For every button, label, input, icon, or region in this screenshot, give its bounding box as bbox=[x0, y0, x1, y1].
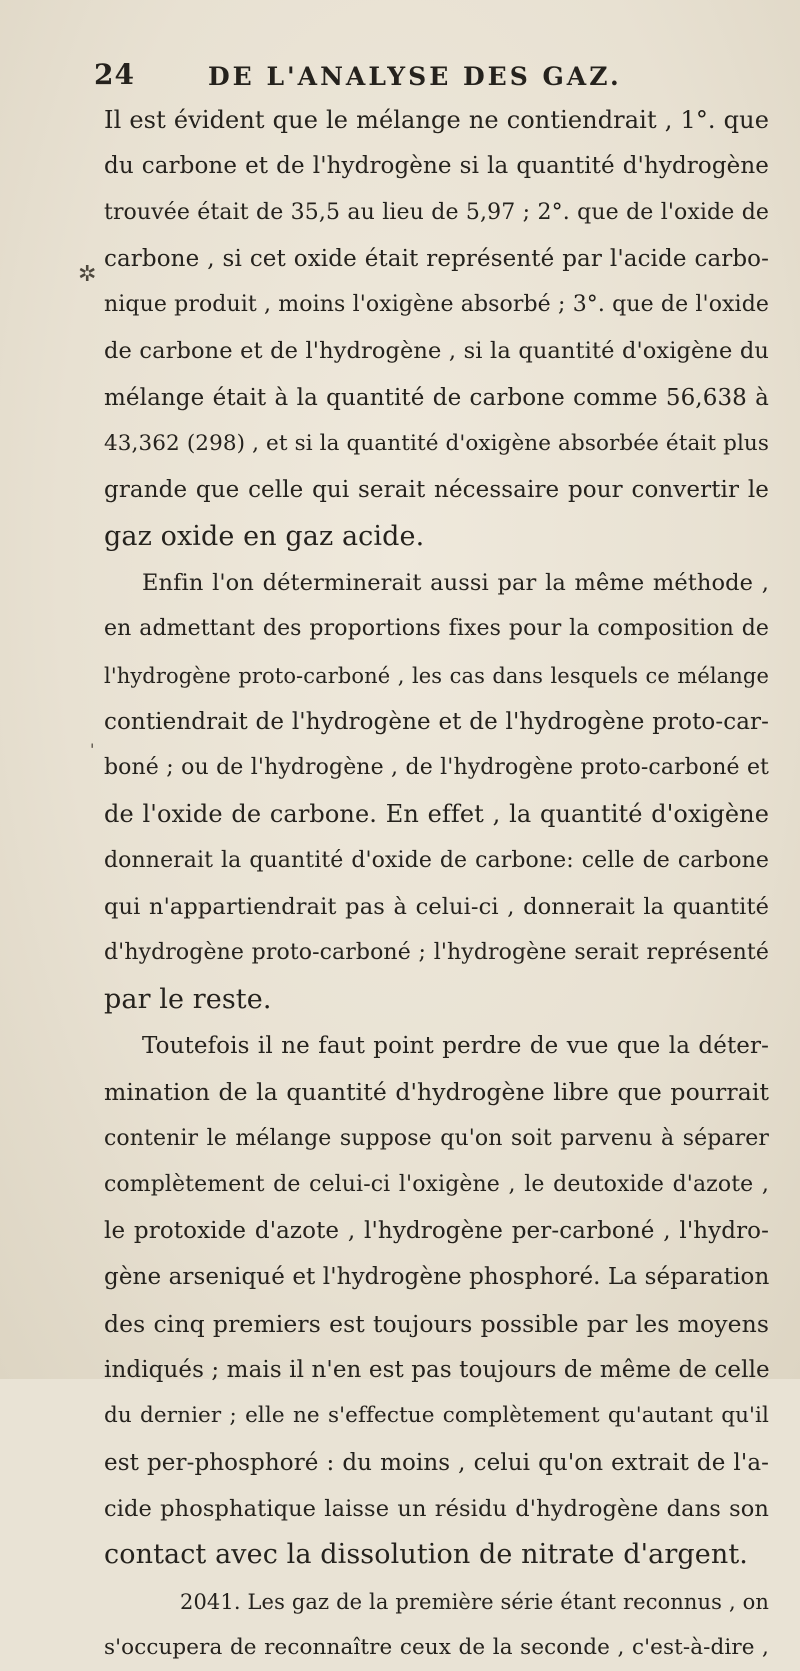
text-line: 2041. Les gaz de la première série étant reconnus , on bbox=[104, 1579, 769, 1625]
paragraph-3 bbox=[104, 1023, 769, 1579]
text-line: des cinq premiers est toujours possible par les moyens bbox=[104, 1301, 769, 1347]
text-line: mélange était à la quantité de carbone comme 56,638 à bbox=[104, 375, 769, 421]
text-line: Toutefois il ne faut point perdre de vue que la déter- bbox=[104, 1023, 769, 1069]
margin-tick-mark: ' bbox=[90, 740, 94, 759]
text-line: Enfin l'on déterminerait aussi par la même méthode , bbox=[104, 560, 769, 606]
text-line: Il est évident que le mélange ne contiendrait , 1°. que bbox=[104, 97, 769, 143]
text-line: contenir le mélange suppose qu'on soit parvenu à séparer bbox=[104, 1116, 769, 1162]
text-line: carbone , si cet oxide était représenté par l'acide carbo- bbox=[104, 236, 769, 282]
text-line: complètement de celui-ci l'oxigène , le deutoxide d'azote , bbox=[104, 1162, 769, 1208]
page-header bbox=[94, 58, 734, 98]
text-line: contact avec la dissolution de nitrate d'argent. bbox=[104, 1532, 769, 1578]
text-line: en admettant des proportions fixes pour la composition de bbox=[104, 606, 769, 652]
paragraph-4 bbox=[104, 1579, 769, 1671]
running-title: DE L'ANALYSE DES GAZ. bbox=[208, 62, 622, 91]
text-line: gaz oxide en gaz acide. bbox=[104, 514, 769, 560]
text-line: d'hydrogène proto-carboné ; l'hydrogène serait représenté bbox=[104, 930, 769, 976]
text-line: donnerait la quantité d'oxide de carbone: celle de carbone bbox=[104, 838, 769, 884]
paragraph-2 bbox=[104, 560, 769, 1023]
text-line: trouvée était de 35,5 au lieu de 5,97 ; 2°. que de l'oxide de bbox=[104, 190, 769, 236]
text-line: du carbone et de l'hydrogène si la quantité d'hydrogène bbox=[104, 143, 769, 189]
text-line: contiendrait de l'hydrogène et de l'hydrogène proto-car- bbox=[104, 699, 769, 745]
text-line: l'hydrogène proto-carboné , les cas dans lesquels ce mélange bbox=[104, 653, 769, 699]
text-line: de l'oxide de carbone. En effet , la quantité d'oxigène bbox=[104, 791, 769, 837]
text-line: grande que celle qui serait nécessaire pour convertir le bbox=[104, 467, 769, 513]
text-line: du dernier ; elle ne s'effectue complètement qu'autant qu'il bbox=[104, 1393, 769, 1439]
text-line: indiqués ; mais il n'en est pas toujours de même de celle bbox=[104, 1347, 769, 1393]
text-line: par le reste. bbox=[104, 977, 769, 1023]
paragraph-1 bbox=[104, 97, 769, 560]
text-line: qui n'appartiendrait pas à celui-ci , donnerait la quantité bbox=[104, 884, 769, 930]
page-number: 24 bbox=[94, 58, 135, 91]
text-line: boné ; ou de l'hydrogène , de l'hydrogène proto-carboné et bbox=[104, 745, 769, 791]
text-line: nique produit , moins l'oxigène absorbé ; 3°. que de l'oxide bbox=[104, 282, 769, 328]
ink-blot-mark: ✲ bbox=[78, 262, 96, 287]
text-line: de carbone et de l'hydrogène , si la quantité d'oxigène du bbox=[104, 328, 769, 374]
text-line: le protoxide d'azote , l'hydrogène per-carboné , l'hydro- bbox=[104, 1208, 769, 1254]
text-line: mination de la quantité d'hydrogène libre que pourrait bbox=[104, 1069, 769, 1115]
text-line: est per-phosphoré : du moins , celui qu'on extrait de l'a- bbox=[104, 1440, 769, 1486]
text-line: cide phosphatique laisse un résidu d'hydrogène dans son bbox=[104, 1486, 769, 1532]
text-line: 43,362 (298) , et si la quantité d'oxigène absorbée était plus bbox=[104, 421, 769, 467]
text-line: gène arseniqué et l'hydrogène phosphoré. La séparation bbox=[104, 1254, 769, 1300]
text-line: s'occupera de reconnaître ceux de la seconde , c'est-à-dire , bbox=[104, 1625, 769, 1671]
body-text bbox=[104, 97, 769, 1671]
